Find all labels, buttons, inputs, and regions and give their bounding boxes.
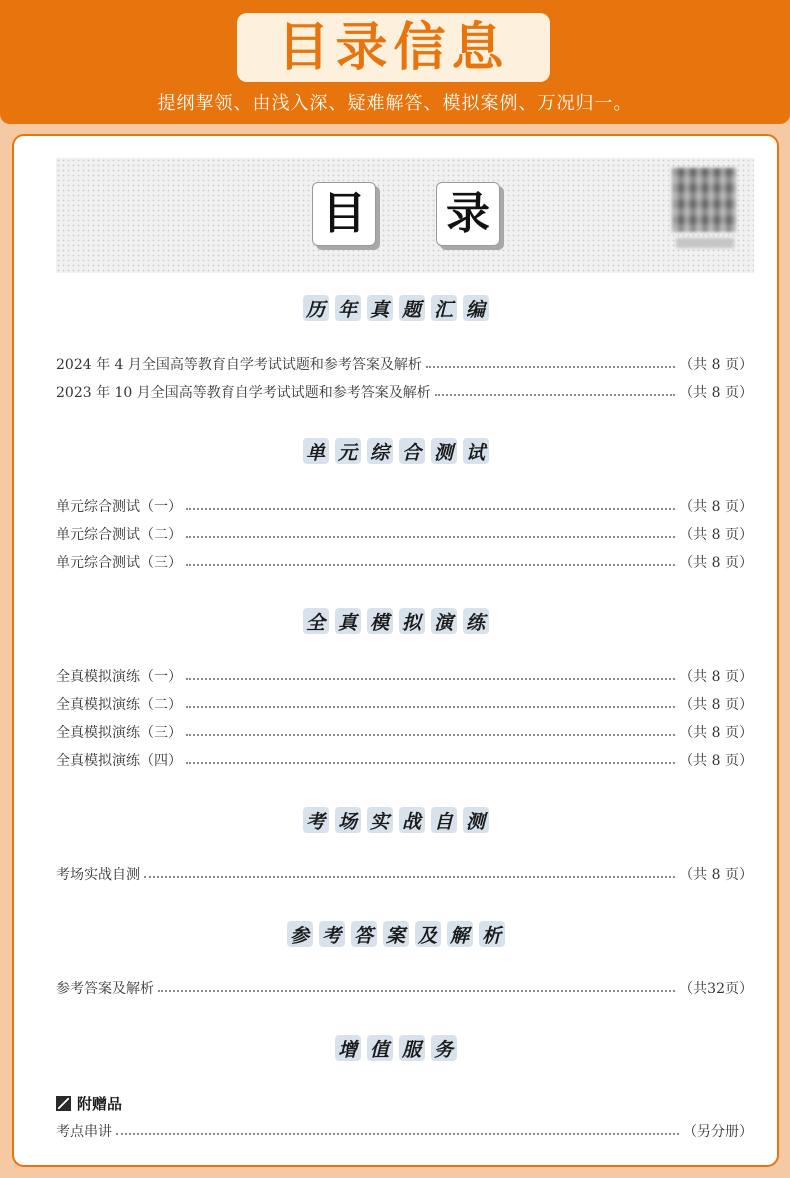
- title-char: 测: [463, 807, 489, 833]
- title-char: 年: [335, 295, 361, 321]
- section-title-mock-drills: [14, 608, 777, 634]
- toc-row-label: 考场实战自测: [56, 867, 140, 883]
- toc-row-pages: （另分册）: [683, 1124, 753, 1140]
- toc-dot-leader: [116, 1133, 679, 1135]
- toc-header-band: [56, 158, 754, 273]
- toc-row-pages: （共 8 页）: [679, 527, 753, 543]
- toc-row-label: 单元综合测试（二）: [56, 527, 182, 543]
- toc-row-pages: （共 8 页）: [679, 753, 753, 769]
- toc-row[interactable]: [56, 494, 753, 518]
- toc-heading-char-1: 目: [312, 182, 376, 246]
- toc-row[interactable]: [56, 352, 753, 376]
- title-char: 答: [351, 921, 377, 947]
- toc-row[interactable]: [56, 862, 753, 886]
- banner-subtitle: 提纲挈领、由浅入深、疑难解答、模拟案例、万况归一。: [157, 93, 633, 114]
- toc-row[interactable]: [56, 522, 753, 546]
- toc-row-pages: （共 8 页）: [679, 385, 753, 401]
- toc-row-label: 单元综合测试（三）: [56, 555, 182, 571]
- title-char: 全: [303, 608, 329, 634]
- toc-row-pages: （共 8 页）: [679, 867, 753, 883]
- toc-row-label: 参考答案及解析: [56, 981, 154, 997]
- section-title-past-exams: [14, 295, 777, 321]
- title-char: 实: [367, 807, 393, 833]
- title-char: 值: [367, 1035, 393, 1061]
- title-char: 综: [367, 438, 393, 464]
- title-char: 试: [463, 438, 489, 464]
- toc-dot-leader: [186, 734, 675, 736]
- toc-dot-leader: [186, 762, 675, 764]
- toc-row-label: 单元综合测试（一）: [56, 499, 182, 515]
- toc-row-pages: （共 8 页）: [679, 357, 753, 373]
- toc-row[interactable]: [56, 976, 753, 1000]
- title-char: 考: [303, 807, 329, 833]
- toc-row-pages: （共 8 页）: [679, 499, 753, 515]
- title-char: 历: [303, 295, 329, 321]
- top-banner: [0, 0, 790, 124]
- gift-heading: [56, 1091, 122, 1115]
- toc-row[interactable]: [56, 720, 753, 744]
- title-char: 编: [463, 295, 489, 321]
- title-char: 拟: [399, 608, 425, 634]
- toc-row-pages: （共32页）: [679, 981, 753, 997]
- toc-row-label: 全真模拟演练（一）: [56, 669, 182, 685]
- title-char: 测: [431, 438, 457, 464]
- title-char: 真: [335, 608, 361, 634]
- toc-row-pages: （共 8 页）: [679, 555, 753, 571]
- title-char: 真: [367, 295, 393, 321]
- title-char: 务: [431, 1035, 457, 1061]
- toc-dot-leader: [186, 678, 675, 680]
- banner-title-box: [237, 13, 550, 82]
- toc-row-label: 全真模拟演练（四）: [56, 753, 182, 769]
- title-char: 解: [447, 921, 473, 947]
- section-title-answers: [14, 921, 777, 947]
- toc-row[interactable]: [56, 748, 753, 772]
- toc-dot-leader: [426, 366, 675, 368]
- bookmark-icon: [56, 1096, 71, 1111]
- toc-row[interactable]: [56, 550, 753, 574]
- toc-row[interactable]: [56, 1119, 753, 1143]
- toc-dot-leader: [435, 394, 675, 396]
- section-title-unit-tests: [14, 438, 777, 464]
- toc-row-label: 2024 年 4 月全国高等教育自学考试试题和参考答案及解析: [56, 357, 422, 373]
- toc-row[interactable]: [56, 380, 753, 404]
- title-char: 模: [367, 608, 393, 634]
- title-char: 参: [287, 921, 313, 947]
- title-char: 题: [399, 295, 425, 321]
- toc-row-label: 全真模拟演练（二）: [56, 697, 182, 713]
- toc-row-pages: （共 8 页）: [679, 669, 753, 685]
- title-char: 演: [431, 608, 457, 634]
- qr-caption: [676, 238, 734, 248]
- toc-heading-char-2: 录: [436, 182, 500, 246]
- title-char: 战: [399, 807, 425, 833]
- title-char: 场: [335, 807, 361, 833]
- section-title-value-added: [14, 1035, 777, 1061]
- toc-row-label: 2023 年 10 月全国高等教育自学考试试题和参考答案及解析: [56, 385, 431, 401]
- toc-dot-leader: [186, 706, 675, 708]
- toc-dot-leader: [186, 508, 675, 510]
- title-char: 单: [303, 438, 329, 464]
- toc-dot-leader: [158, 990, 675, 992]
- title-char: 服: [399, 1035, 425, 1061]
- title-char: 合: [399, 438, 425, 464]
- title-char: 考: [319, 921, 345, 947]
- toc-row-label: 全真模拟演练（三）: [56, 725, 182, 741]
- toc-row[interactable]: [56, 664, 753, 688]
- title-char: 及: [415, 921, 441, 947]
- title-char: 自: [431, 807, 457, 833]
- title-char: 练: [463, 608, 489, 634]
- title-char: 析: [479, 921, 505, 947]
- title-char: 增: [335, 1035, 361, 1061]
- qr-code-icon: [672, 168, 736, 232]
- banner-title: 目录信息: [277, 17, 510, 78]
- title-char: 汇: [431, 295, 457, 321]
- toc-card: [12, 134, 779, 1167]
- title-char: 元: [335, 438, 361, 464]
- toc-row-pages: （共 8 页）: [679, 697, 753, 713]
- toc-dot-leader: [144, 876, 675, 878]
- gift-label: 附赠品: [77, 1094, 123, 1113]
- toc-dot-leader: [186, 564, 675, 566]
- toc-dot-leader: [186, 536, 675, 538]
- toc-row-pages: （共 8 页）: [679, 725, 753, 741]
- title-char: 案: [383, 921, 409, 947]
- toc-row[interactable]: [56, 692, 753, 716]
- toc-row-label: 考点串讲: [56, 1124, 112, 1140]
- section-title-exam-self-test: [14, 807, 777, 833]
